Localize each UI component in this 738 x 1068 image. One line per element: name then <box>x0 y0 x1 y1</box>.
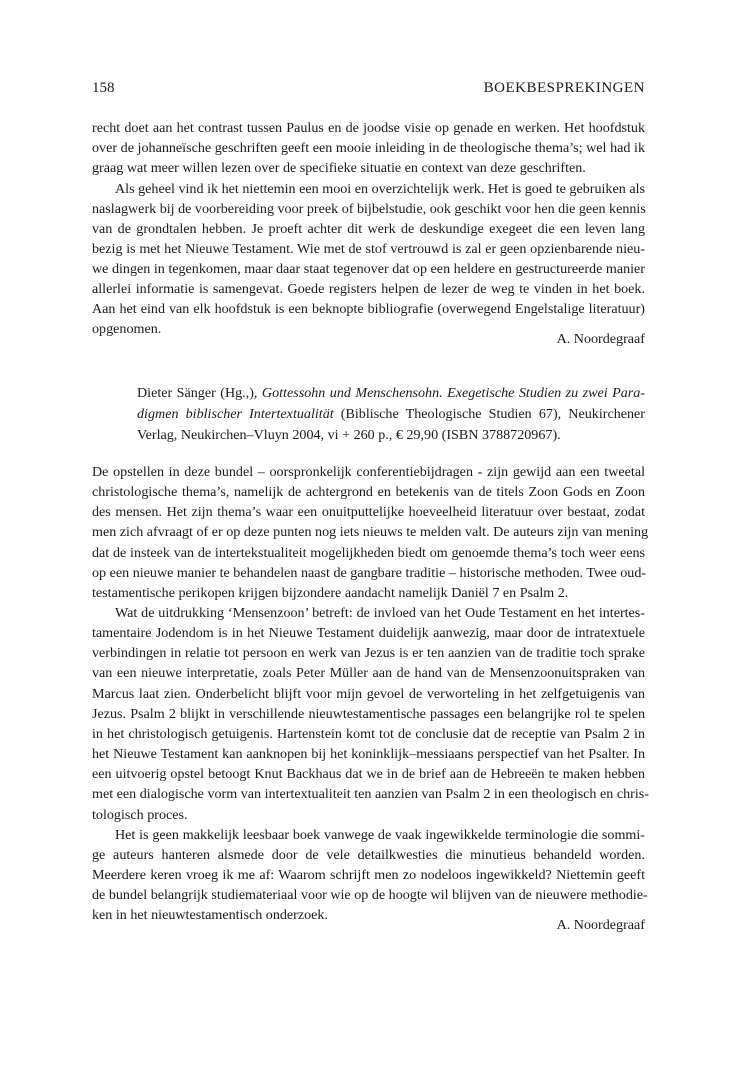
citation-series: (Biblische Theologische Studien 67), Neukirchener <box>333 406 645 422</box>
citation-title: digmen biblischer Intertextualität <box>137 406 334 422</box>
review-1-line: recht doet aan het contrast tussen Paulus en de joodse visie op genade en werken. Het hoofdstuk <box>92 120 645 136</box>
review-2-line: dat de insteek van de intertekstualiteit mogelijkheden biedt om genoemde thema’s toch weer eens <box>92 545 645 561</box>
review-2-line: verbindingen in relatie tot persoon en werk van Jezus is er ten aanzien van de traditie toch sprake <box>92 645 645 661</box>
review-1-line: Als geheel vind ik het niettemin een mooi en overzichtelijk werk. Het is goed te gebruiken als <box>115 181 645 197</box>
review-2-line: christologische thema’s, namelijk de achtergrond en betekenis van de titels Zoon Gods en Zoon <box>92 484 645 500</box>
review-2-line: tamentaire Jodendom is in het Nieuwe Testament duidelijk aanwezig, maar door de intratextuele <box>92 625 645 641</box>
review-2-line: een uitvoerig opstel betoogt Knut Backhaus dat we in de brief aan de Hebreeën te maken hebben <box>92 766 645 782</box>
review-2-line: des mensen. Het zijn thema’s waar een onuitputtelijke hoeveelheid literatuur over bestaat, zodat <box>92 504 645 520</box>
citation-line <box>137 383 645 403</box>
citation-author: Dieter Sänger (Hg.,), <box>137 385 262 401</box>
review-2-line: Het is geen makkelijk leesbaar boek vanwege de vaak ingewikkelde terminologie die sommi- <box>115 827 645 843</box>
review-2-line: tologisch proces. <box>92 807 188 823</box>
review-1-line: allerlei informatie is samengevat. Goede registers helpen de lezer de weg te vinden in het boek. <box>92 281 645 297</box>
review-2-line: Wat de uitdrukking ‘Mensenzoon’ betreft: de invloed van het Oude Testament en het intertes- <box>115 605 645 621</box>
review-2-line: ken in het nieuwtestamentisch onderzoek. <box>92 907 328 923</box>
review-1-line: over de johanneïsche geschriften geeft een mooie inleiding in de theologische thema’s; wel had ik <box>92 140 645 156</box>
review-1-line: van de grondtalen hebben. Je proeft achter dit werk de deskundige exegeet die een leven lang <box>92 221 645 237</box>
review-1-line: we dingen in tegenkomen, maar daar staat tegenover dat op een heldere en gestructureerde manier <box>92 261 645 277</box>
review-1-line: opgenomen. <box>92 321 162 337</box>
review-1-line: naslagwerk bij de voorbereiding voor preek of bijbelstudie, ook geschikt voor hen die geen kennis <box>92 201 646 217</box>
citation-line <box>137 404 645 424</box>
page-number: 158 <box>92 80 115 96</box>
review-1-signature: A. Noordegraaf <box>556 331 645 347</box>
review-2-line: het Nieuwe Testament kan aanknopen bij het koninklijk–messiaans perspectief van het Psalter. In <box>92 746 645 762</box>
review-2-line: Meerdere keren vroeg ik me af: Waarom schrijft men zo nodeloos ingewikkeld? Niettemin geeft <box>92 867 645 883</box>
review-2-signature: A. Noordegraaf <box>556 917 645 933</box>
review-1-line: bezig is met het Nieuwe Testament. Wie met de stof vertrouwd is zal er geen opzienbarende nieu- <box>92 241 645 257</box>
review-2-line: ge auteurs hanteren alsmede door de vele detailkwesties die minutieus behandeld worden. <box>92 847 645 863</box>
review-2-line: de bundel belangrijk studiemateriaal voor wie op de hoogte wil blijven van de nieuwere methodie- <box>92 887 648 903</box>
review-2-line: van een nieuwe interpretatie, zoals Peter Müller aan de hand van de Mensenzoonuitspraken van <box>92 665 645 681</box>
review-2-line: Marcus laat zien. Onderbelicht blijft voor mijn gevoel de verworteling in het zelfgetuigenis van <box>92 686 645 702</box>
review-2-line: De opstellen in deze bundel – oorspronkelijk conferentiebijdragen - zijn gewijd aan een tweetal <box>92 464 645 480</box>
review-2-line: in het christologisch getuigenis. Hartenstein komt tot de conclusie dat de receptie van Psalm 2 in <box>92 726 645 742</box>
citation-line: Verlag, Neukirchen–Vluyn 2004, vi + 260 p., € 29,90 (ISBN 3788720967). <box>137 427 561 443</box>
review-1-line: Aan het eind van elk hoofdstuk is een beknopte bibliografie (overwegend Engelstalige literatuur) <box>92 301 645 317</box>
review-1-line: graag wat meer willen lezen over de specifieke situatie en context van deze geschriften. <box>92 160 586 176</box>
running-head: BOEKBESPREKINGEN <box>483 80 645 96</box>
review-2-line: met een dialogische vorm van intertextualiteit ten aanzien van Psalm 2 in een theologisch en chris- <box>92 786 649 802</box>
review-2-line: Jezus. Psalm 2 blijkt in verschillende nieuwtestamentische passages een belangrijke rol te spelen <box>92 706 645 722</box>
citation-title: Gottessohn und Menschensohn. Exegetische Studien zu zwei Para- <box>261 385 645 401</box>
review-2-line: op een nieuwe manier te behandelen naast de gangbare traditie – historische methoden. Twee oud- <box>92 565 647 581</box>
page-header <box>92 77 645 99</box>
review-2-line: men zich afvraagt of er op deze punten nog iets nieuws te melden valt. De auteurs zijn van mening <box>92 524 649 540</box>
review-2-line: testamentische perikopen krijgen bijzondere aandacht namelijk Daniël 7 en Psalm 2. <box>92 585 569 601</box>
